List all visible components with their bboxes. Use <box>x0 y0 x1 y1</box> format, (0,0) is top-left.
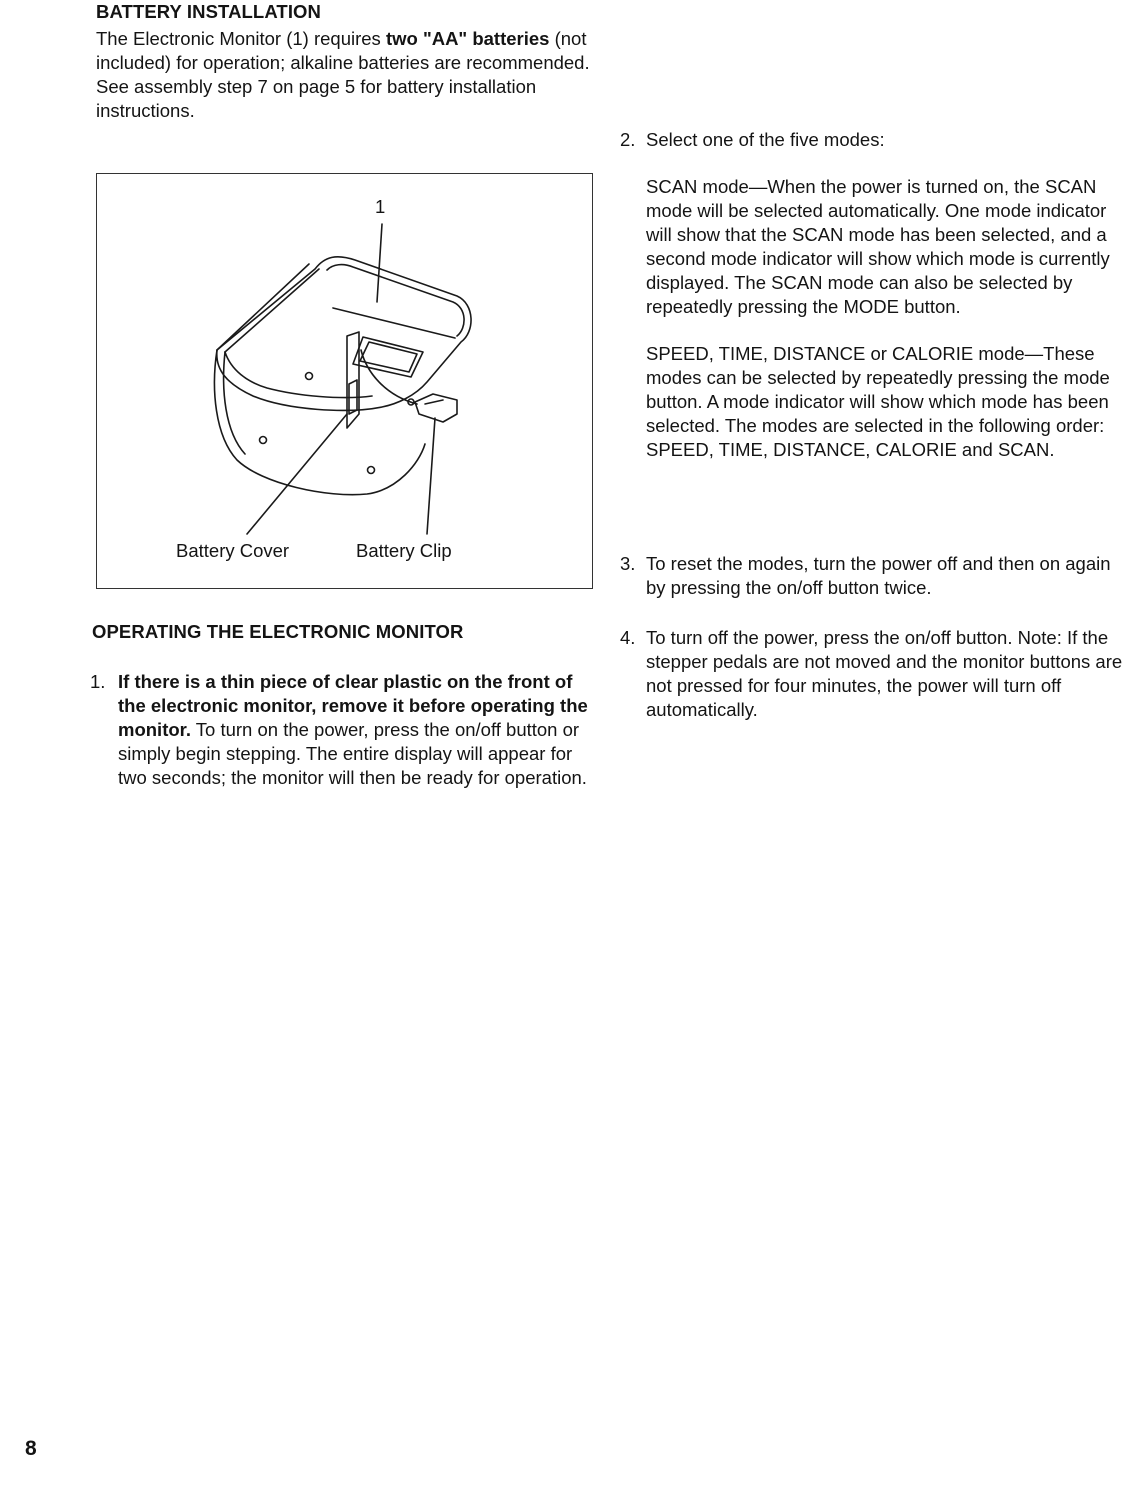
step-2-number: 2. <box>620 129 636 150</box>
screw-hole-3 <box>368 467 375 474</box>
monitor-lower-body <box>214 350 425 495</box>
step-2-text: Select one of the five modes: <box>646 129 885 150</box>
page-number: 8 <box>25 1437 37 1460</box>
step-3 <box>620 552 1125 600</box>
battery-figure <box>96 173 593 589</box>
monitor-outer-outline <box>217 257 471 411</box>
step-4-number: 4. <box>620 627 636 648</box>
operating-monitor-heading: OPERATING THE ELECTRONIC MONITOR <box>92 621 464 642</box>
leader-line-battery-clip <box>427 418 435 534</box>
monitor-left-inner-edge <box>225 269 319 352</box>
screw-hole-1 <box>306 373 313 380</box>
battery-clip-detail <box>425 400 443 404</box>
intro-text-part2: (not included) for operation; alkaline batteries are recommended. See assembly step 7 on page 5 for battery installation instructions. <box>96 28 590 121</box>
step-1-number: 1. <box>90 671 106 692</box>
step-4-body: To turn off the power, press the on/off button. Note: If the stepper pedals are not moved and the monitor buttons are not pressed for four minutes, the power will turn off automatically. <box>646 627 1123 720</box>
callout-number-1: 1 <box>375 196 386 217</box>
step-1 <box>90 670 590 790</box>
scan-mode-text: SCAN mode—When the power is turned on, the SCAN mode will be selected automatically. One mode indicator will show that the SCAN mode has been selected, and a second mode indicator will show which mode is currently displayed. The SCAN mode can also be selected by repeatedly pressing the MODE button. <box>646 176 1110 317</box>
step-1-body <box>118 670 590 790</box>
step-4 <box>620 626 1125 722</box>
monitor-left-edge <box>217 264 309 350</box>
other-modes-text: SPEED, TIME, DISTANCE or CALORIE mode—These modes can be selected by repeatedly pressing the mode button. A mode indicator will show which mode has been selected. The modes are selected in the following order: SPEED, TIME, DISTANCE, CALORIE and SCAN. <box>646 343 1110 460</box>
step-1-bold-text: If there is a thin piece of clear plastic on the front of the electronic monitor, remove it before operating the monitor. <box>118 671 588 740</box>
screw-hole-2 <box>260 437 267 444</box>
battery-installation-text <box>96 27 591 123</box>
battery-clip-shape <box>415 394 457 422</box>
step-3-body: To reset the modes, turn the power off and then on again by pressing the on/off button twice. <box>646 553 1111 598</box>
intro-bold-batteries: two "AA" batteries <box>385 28 550 49</box>
step-1-text: To turn on the power, press the on/off button or simply begin stepping. The entire display will appear for two seconds; the monitor will then be ready for operation. <box>118 719 587 788</box>
label-battery-clip: Battery Clip <box>356 540 452 561</box>
leader-line-battery-cover <box>247 414 347 534</box>
battery-installation-heading: BATTERY INSTALLATION <box>96 1 322 22</box>
label-battery-cover: Battery Cover <box>176 540 290 561</box>
monitor-inner-rim <box>327 265 464 336</box>
intro-text-part1: The Electronic Monitor (1) requires <box>96 28 386 49</box>
step-3-number: 3. <box>620 553 636 574</box>
leader-line-1 <box>377 224 382 302</box>
monitor-face-line <box>333 308 455 338</box>
monitor-bottom-edge <box>225 352 372 398</box>
monitor-illustration <box>97 174 594 590</box>
step-2 <box>620 128 1125 462</box>
step-2-body <box>646 128 1125 462</box>
